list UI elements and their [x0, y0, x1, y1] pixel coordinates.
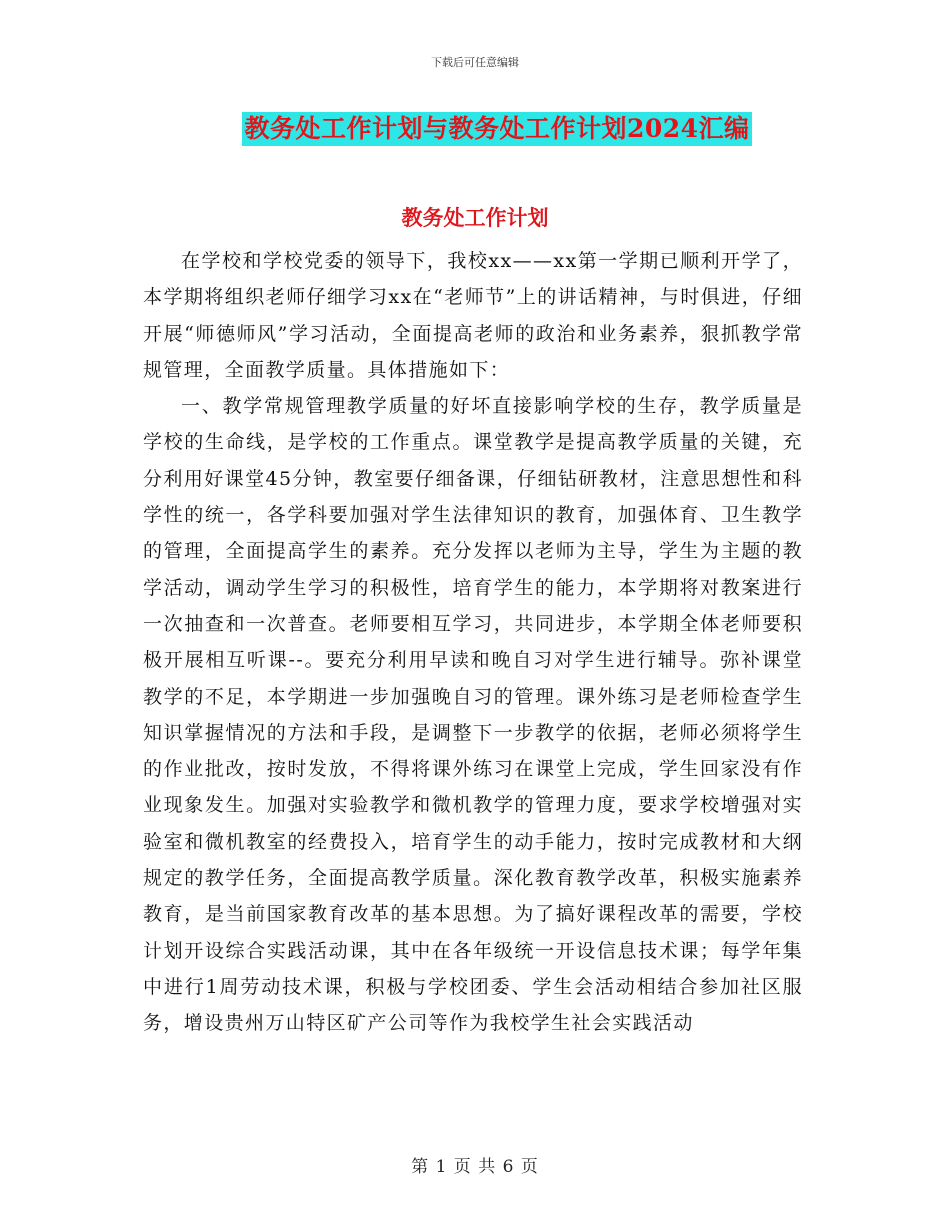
paragraph-teaching-routine: 一、教学常规管理教学质量的好坏直接影响学校的生存，教学质量是学校的生命线，是学校的工作重点。课堂教学是提高教学质量的关键，充分利用好课堂45分钟，教室要仔细备课，仔细钻研教材，注意思想性和科学性的统一，各学科要加强对学生法律知识的教育，加强体育、卫生教学的管理，全面提高学生的素养。充分发挥以老师为主导，学生为主题的教学活动，调动学生学习的积极性，培育学生的能力，本学期将对教案进行一次抽查和一次普查。老师要相互学习，共同进步，本学期全体老师要积极开展相互听课--。要充分利用早读和晚自习对学生进行辅导。弥补课堂教学的不足，本学期进一步加强晚自习的管理。课外练习是老师检查学生知识掌握情况的方法和手段，是调整下一步教学的依据，老师必须将学生的作业批改，按时发放，不得将课外练习在课堂上完成，学生回家没有作业现象发生。加强对实验教学和微机教学的管理力度，要求学校增强对实验室和微机教室的经费投入，培育学生的动手能力，按时完成教材和大纲规定的教学任务，全面提高教学质量。深化教育教学改革，积极实施素养教育，是当前国家教育改革的基本思想。为了搞好课程改革的需要，学校计划开设综合实践活动课，其中在各年级统一开设信息技术课；每学年集中进行1周劳动技术课，积极与学校团委、学生会活动相结合参加社区服务，增设贵州万山特区矿产公司等作为我校学生社会实践活动: [143, 395, 803, 1035]
section-title: 教务处工作计划: [401, 205, 549, 230]
paragraph-intro: 在学校和学校党委的领导下，我校xx——xx第一学期已顺利开学了，本学期将组织老师仔细学习xx在“老师节”上的讲话精神，与时俱进，仔细开展“师德师风”学习活动，全面提高老师的政治和业务素养，狠抓教学常规管理，全面教学质量。具体措施如下：: [143, 250, 803, 381]
document-main-title: 教务处工作计划与教务处工作计划2024汇编: [242, 112, 751, 146]
main-title-container: [0, 112, 950, 146]
page-footer: 第 1 页 共 6 页: [411, 1157, 539, 1177]
header-note: 下载后可任意编辑: [431, 56, 519, 69]
document-body: [143, 243, 803, 1042]
